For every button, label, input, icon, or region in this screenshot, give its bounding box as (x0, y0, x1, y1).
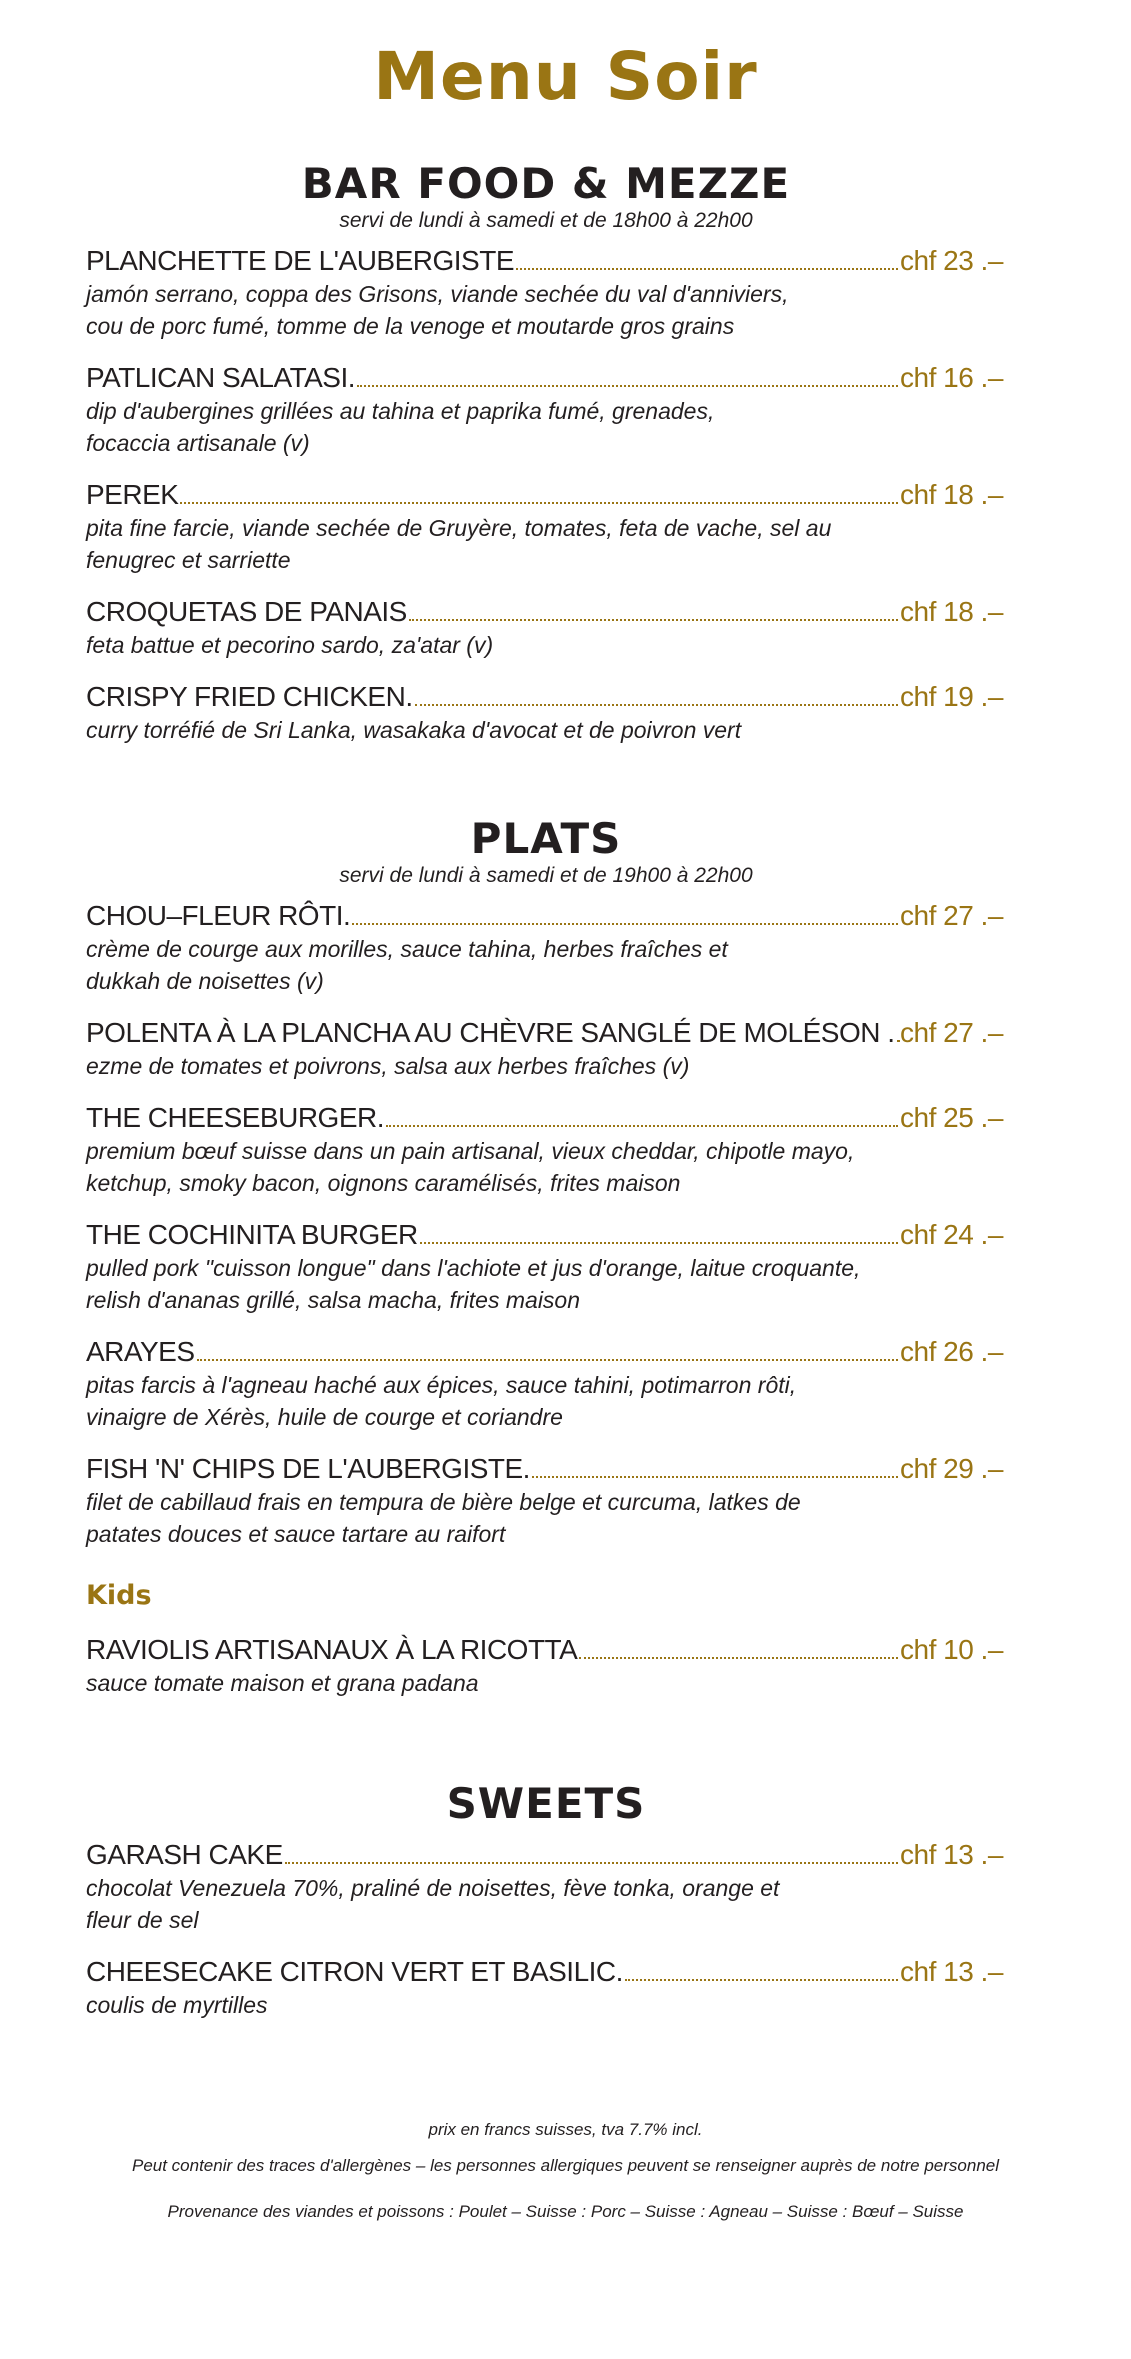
item-name: CHOU–FLEUR RÔTI. (86, 900, 351, 931)
item-description: pitas farcis à l'agneau haché aux épices, sauce tahini, potimarron rôti, vinaigre de Xérès, huile de courge et coriandre (86, 1372, 797, 1430)
item-name: THE COCHINITA BURGER (86, 1219, 418, 1250)
item-price: chf 24 .– (900, 1219, 1003, 1250)
section-subtitle: servi de lundi à samedi et de 18h00 à 22h00 (339, 209, 753, 232)
item-description: jamón serrano, coppa des Grisons, viande sechée du val d'anniviers, cou de porc fumé, tomme de la venoge et moutarde gros grains (86, 281, 789, 339)
item-description: coulis de myrtilles (86, 1992, 268, 2018)
item-description: sauce tomate maison et grana padana (86, 1670, 479, 1696)
menu-item (86, 899, 1006, 997)
item-name: POLENTA À LA PLANCHA AU CHÈVRE SANGLÉ DE MOLÉSON . (86, 1017, 895, 1048)
dot-leader (625, 1978, 898, 1981)
menu-item (86, 680, 1006, 746)
menu-item (86, 1955, 1006, 2021)
section-title: PLATS (470, 814, 622, 863)
item-name: GARASH CAKE (86, 1839, 283, 1870)
item-description: curry torréfié de Sri Lanka, wasakaka d'avocat et de poivron vert (86, 717, 742, 743)
item-price: chf 10 .– (900, 1634, 1003, 1665)
menu-item (86, 361, 1006, 459)
menu-item (86, 478, 1006, 576)
item-price: chf 27 .– (900, 900, 1003, 931)
item-description: ezme de tomates et poivrons, salsa aux herbes fraîches (v) (86, 1053, 690, 1079)
item-name: PLANCHETTE DE L'AUBERGISTE (86, 245, 514, 276)
item-price: chf 27 .– (900, 1017, 1003, 1048)
item-price: chf 18 .– (900, 479, 1003, 510)
item-name: CHEESECAKE CITRON VERT ET BASILIC. (86, 1956, 623, 1987)
dot-leader (357, 384, 898, 387)
dot-leader (285, 1861, 898, 1864)
item-name: CRISPY FRIED CHICKEN. (86, 681, 413, 712)
footer-origin: Provenance des viandes et poissons : Poulet – Suisse : Porc – Suisse : Agneau – Suisse : Bœuf – Suisse (167, 2202, 964, 2221)
section-bar-food (86, 160, 1006, 746)
item-price: chf 23 .– (900, 245, 1003, 276)
item-name: CROQUETAS DE PANAIS (86, 596, 407, 627)
item-name: PEREK (86, 479, 179, 510)
item-price: chf 13 .– (900, 1839, 1003, 1870)
menu-item (86, 595, 1006, 661)
dot-leader (197, 1358, 898, 1361)
item-description: chocolat Venezuela 70%, praliné de noisettes, fève tonka, orange et fleur de sel (86, 1875, 780, 1933)
dot-leader (532, 1475, 898, 1478)
footer-allergens: Peut contenir des traces d'allergènes – les personnes allergiques peuvent se renseigner auprès de notre personnel (131, 2156, 1000, 2175)
item-description: dip d'aubergines grillées au tahina et paprika fumé, grenades, focaccia artisanale (v) (86, 398, 715, 456)
dot-leader (409, 618, 898, 621)
section-sweets (86, 1780, 1006, 2021)
menu-item (86, 1335, 1006, 1433)
menu-item (86, 1101, 1006, 1199)
item-name: RAVIOLIS ARTISANAUX À LA RICOTTA (86, 1634, 578, 1665)
item-price: chf 16 .– (900, 362, 1003, 393)
menu-item (86, 244, 1006, 342)
item-description: feta battue et pecorino sardo, za'atar (v) (86, 632, 494, 658)
dot-leader (386, 1124, 898, 1127)
item-name: FISH 'N' CHIPS DE L'AUBERGISTE. (86, 1453, 530, 1484)
item-description: premium bœuf suisse dans un pain artisanal, vieux cheddar, chipotle mayo, ketchup, smoky bacon, oignons caramélisés, frites maison (86, 1138, 855, 1196)
item-name: ARAYES (86, 1336, 195, 1367)
menu-item (86, 1016, 1006, 1082)
section-title: BAR FOOD & MEZZE (301, 159, 791, 208)
menu-item (86, 1452, 1006, 1550)
item-price: chf 18 .– (900, 596, 1003, 627)
item-price: chf 29 .– (900, 1453, 1003, 1484)
item-name: PATLICAN SALATASI. (86, 362, 356, 393)
item-price: chf 13 .– (900, 1956, 1003, 1987)
dot-leader (579, 1656, 898, 1659)
item-description: filet de cabillaud frais en tempura de bière belge et curcuma, latkes de patates douces et sauce tartare au raifort (86, 1489, 801, 1547)
item-name: THE CHEESEBURGER. (86, 1102, 384, 1133)
item-description: crème de courge aux morilles, sauce tahina, herbes fraîches et dukkah de noisettes (v) (86, 936, 728, 994)
dot-leader (516, 267, 898, 270)
item-price: chf 25 .– (900, 1102, 1003, 1133)
section-title: SWEETS (446, 1779, 646, 1828)
footer-prices: prix en francs suisses, tva 7.7% incl. (428, 2120, 703, 2139)
dot-leader (897, 1039, 898, 1042)
kids-label: Kids (86, 1580, 152, 1611)
item-price: chf 26 .– (900, 1336, 1003, 1367)
menu-item (86, 1218, 1006, 1316)
dot-leader (352, 922, 898, 925)
dot-leader (420, 1241, 898, 1244)
section-plats (86, 815, 1006, 1699)
dot-leader (180, 501, 898, 504)
section-subtitle: servi de lundi à samedi et de 19h00 à 22h00 (339, 864, 753, 887)
item-description: pulled pork "cuisson longue" dans l'achiote et jus d'orange, laitue croquante, relish d'ananas grillé, salsa macha, frites maison (86, 1255, 861, 1313)
item-description: pita fine farcie, viande sechée de Gruyère, tomates, feta de vache, sel au fenugrec et sarriette (86, 515, 832, 573)
dot-leader (415, 703, 898, 706)
page-title: Menu Soir (373, 38, 758, 115)
menu-item (86, 1838, 1006, 1936)
item-price: chf 19 .– (900, 681, 1003, 712)
menu-item (86, 1633, 1006, 1699)
